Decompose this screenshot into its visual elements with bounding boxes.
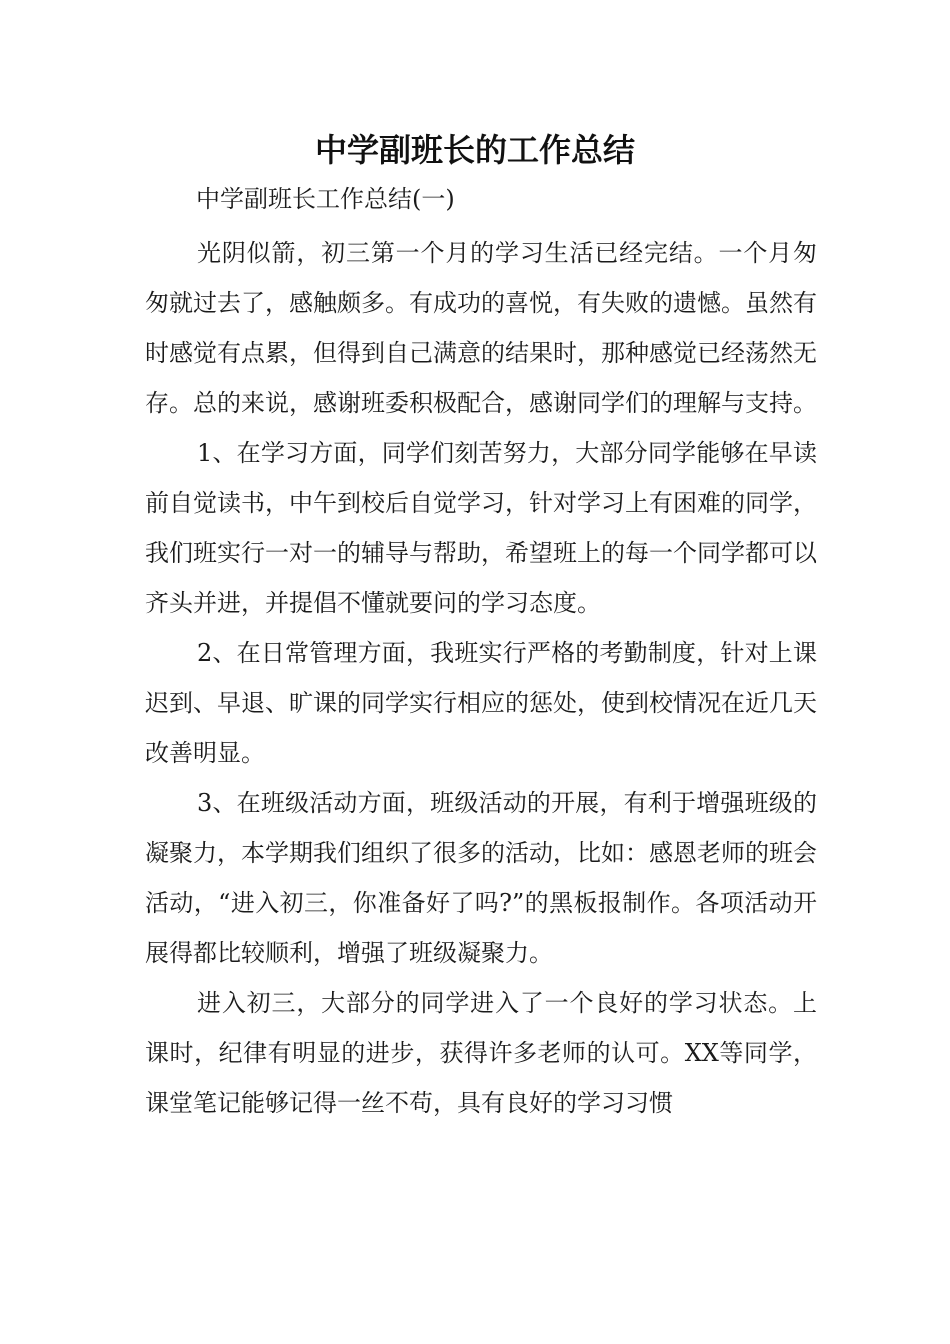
paragraph-management: 2、在日常管理方面，我班实行严格的考勤制度，针对上课迟到、早退、旷课的同学实行相应的惩处，使到校情况在近几天改善明显。 — [145, 639, 817, 767]
document-title: 中学副班长的工作总结 — [314, 131, 635, 169]
paragraph-activities: 3、在班级活动方面，班级活动的开展，有利于增强班级的凝聚力，本学期我们组织了很多的活动，比如：感恩老师的班会活动，“进入初三，你准备好了吗?”的黑板报制作。各项活动开展得都比较顺利，增强了班级凝聚力。 — [145, 789, 817, 967]
paragraph-intro: 光阴似箭，初三第一个月的学习生活已经完结。一个月匆匆就过去了，感触颇多。有成功的喜悦，有失败的遗憾。虽然有时感觉有点累，但得到自己满意的结果时，那种感觉已经荡然无存。总的来说，感谢班委积极配合，感谢同学们的理解与支持。 — [145, 239, 817, 417]
paragraph-study: 1、在学习方面，同学们刻苦努力，大部分同学能够在早读前自觉读书，中午到校后自觉学习，针对学习上有困难的同学，我们班实行一对一的辅导与帮助，希望班上的每一个同学都可以齐头并进，并提倡不懂就要问的学习态度。 — [145, 439, 817, 617]
document-subtitle: 中学副班长工作总结(一) — [196, 185, 455, 213]
document-body — [145, 228, 817, 1128]
paragraph-progress: 进入初三，大部分的同学进入了一个良好的学习状态。上课时，纪律有明显的进步，获得许多老师的认可。XX等同学，课堂笔记能够记得一丝不苟，具有良好的学习习惯 — [145, 989, 817, 1117]
